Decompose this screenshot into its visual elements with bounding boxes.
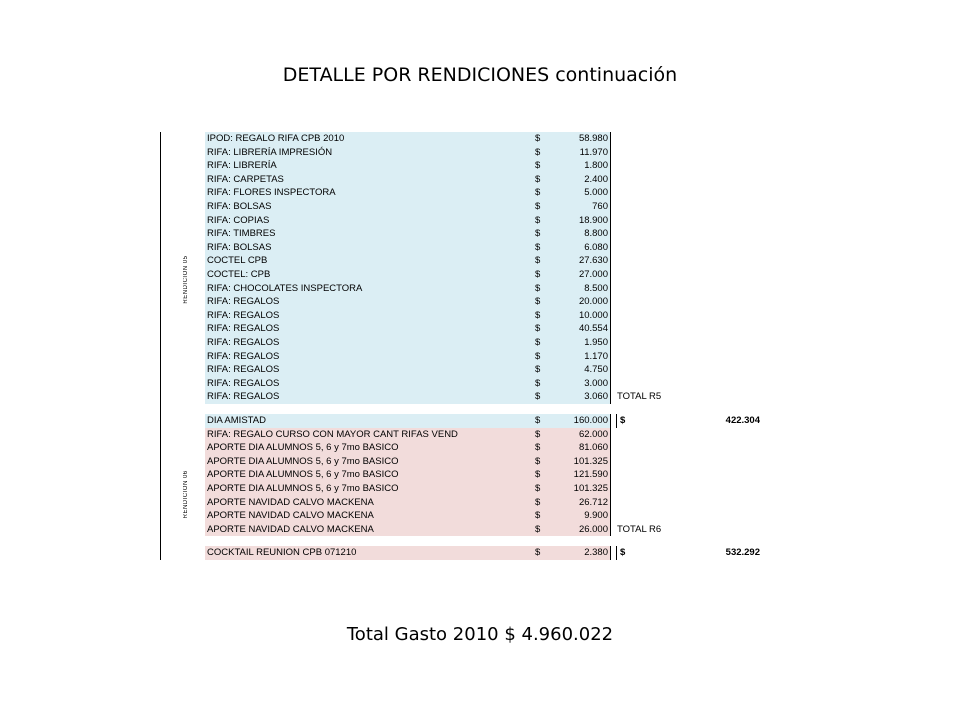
rendiciones-table (160, 132, 780, 562)
row-amount: 1.170 (584, 350, 608, 362)
column-separator (610, 173, 611, 187)
row-currency: $ (535, 201, 541, 212)
row-currency: $ (535, 391, 541, 403)
row-currency: $ (535, 469, 541, 481)
row-description: RIFA: REGALOS (207, 364, 280, 376)
table-row (205, 186, 611, 200)
column-separator (610, 254, 611, 268)
table-row (205, 441, 611, 455)
total-divider (616, 546, 617, 560)
row-description: RIFA: LIBRERÍA IMPRESIÓN (207, 146, 333, 158)
row-currency: $ (535, 523, 541, 535)
row-currency: $ (535, 510, 541, 522)
column-separator (610, 214, 611, 228)
row-description: RIFA: CHOCOLATES INSPECTORA (207, 282, 363, 294)
table-row (205, 254, 611, 268)
row-amount: 18.900 (578, 214, 608, 226)
table-row (205, 546, 611, 560)
table-row (205, 309, 611, 323)
row-amount: 760 (592, 201, 608, 212)
total-divider (616, 414, 617, 428)
row-description: DIA AMISTAD (207, 415, 266, 426)
row-amount: 4.750 (584, 364, 608, 376)
row-description: RIFA: LIBRERÍA (207, 160, 277, 172)
row-description: RIFA: REGALOS (207, 337, 280, 348)
table-row (205, 523, 611, 537)
table-row (205, 322, 611, 336)
section-total-currency: $ (620, 547, 626, 559)
row-description: RIFA: FLORES INSPECTORA (207, 187, 336, 199)
row-amount: 81.060 (578, 442, 608, 454)
row-currency: $ (535, 415, 541, 426)
row-amount: 11.970 (579, 146, 608, 158)
section-total-label: TOTAL R5 (617, 391, 662, 403)
row-amount: 20.000 (578, 296, 608, 308)
table-row (205, 282, 611, 296)
row-amount: 26.712 (578, 496, 608, 508)
column-separator (610, 523, 611, 537)
row-description: RIFA: REGALOS (207, 350, 280, 362)
row-description: APORTE NAVIDAD CALVO MACKENA (207, 523, 374, 535)
row-amount: 1.800 (584, 160, 608, 172)
row-description: RIFA: REGALOS (207, 391, 280, 403)
section-label: RENDICION 06 (183, 469, 189, 518)
row-currency: $ (535, 377, 541, 389)
column-separator (610, 186, 611, 200)
column-separator (610, 309, 611, 323)
row-description: RIFA: REGALOS (207, 323, 280, 335)
section-label: RENDICION 05 (183, 255, 189, 304)
row-amount: 26.000 (578, 523, 608, 535)
row-description: APORTE NAVIDAD CALVO MACKENA (207, 496, 374, 508)
table-row (205, 268, 611, 282)
row-currency: $ (535, 455, 541, 467)
row-description: RIFA: REGALO CURSO CON MAYOR CANT RIFAS VEND (207, 428, 458, 440)
column-separator (610, 482, 611, 496)
column-separator (610, 414, 611, 428)
table-row (205, 428, 611, 442)
table-row (205, 227, 611, 241)
row-currency: $ (535, 547, 541, 559)
row-amount: 5.000 (584, 187, 608, 199)
column-separator (610, 268, 611, 282)
row-amount: 27.630 (578, 255, 608, 267)
row-currency: $ (535, 173, 541, 185)
column-separator (610, 441, 611, 455)
row-amount: 3.060 (584, 391, 608, 403)
table-row (205, 509, 611, 523)
table-row (205, 159, 611, 173)
row-currency: $ (535, 255, 541, 267)
row-description: COCTEL: CPB (207, 269, 271, 280)
row-amount: 6.080 (584, 241, 608, 253)
row-currency: $ (535, 160, 541, 172)
section-border (160, 428, 161, 560)
table-row (205, 350, 611, 364)
column-separator (610, 146, 611, 160)
row-currency: $ (535, 187, 541, 199)
table-row (205, 214, 611, 228)
total-gasto: Total Gasto 2010 $ 4.960.022 (346, 624, 614, 645)
column-separator (610, 546, 611, 560)
table-row (205, 241, 611, 255)
table-row (205, 455, 611, 469)
row-amount: 1.950 (584, 337, 608, 348)
row-description: RIFA: REGALOS (207, 377, 280, 389)
row-currency: $ (535, 241, 541, 253)
column-separator (610, 200, 611, 214)
column-separator (610, 322, 611, 336)
table-row (205, 173, 611, 187)
row-amount: 40.554 (578, 323, 608, 335)
row-currency: $ (535, 428, 541, 440)
column-separator (610, 496, 611, 510)
row-amount: 121.590 (573, 469, 608, 481)
row-currency: $ (535, 309, 541, 321)
column-separator (610, 509, 611, 523)
row-currency: $ (535, 337, 541, 348)
table-row (205, 390, 611, 404)
row-amount: 62.000 (578, 428, 608, 440)
row-description: RIFA: CARPETAS (207, 173, 284, 185)
row-description: APORTE DIA ALUMNOS 5, 6 y 7mo BASICO (207, 442, 399, 454)
row-description: RIFA: BOLSAS (207, 201, 272, 212)
table-row (205, 482, 611, 496)
row-description: RIFA: REGALOS (207, 296, 280, 308)
row-currency: $ (535, 442, 541, 454)
column-separator (610, 159, 611, 173)
row-amount: 101.325 (573, 455, 608, 467)
column-separator (610, 468, 611, 482)
row-description: APORTE NAVIDAD CALVO MACKENA (207, 510, 374, 522)
column-separator (610, 132, 611, 146)
row-currency: $ (535, 214, 541, 226)
row-currency: $ (535, 282, 541, 294)
row-amount: 27.000 (578, 269, 608, 280)
column-separator (610, 227, 611, 241)
row-description: APORTE DIA ALUMNOS 5, 6 y 7mo BASICO (207, 455, 399, 467)
column-separator (610, 390, 611, 404)
table-row (205, 377, 611, 391)
column-separator (610, 377, 611, 391)
row-amount: 8.800 (584, 228, 608, 240)
row-amount: 2.400 (584, 173, 608, 185)
row-currency: $ (535, 323, 541, 335)
row-amount: 9.900 (584, 510, 608, 522)
column-separator (610, 241, 611, 255)
page-title: DETALLE POR RENDICIONES continuación (282, 64, 678, 86)
table-row (205, 146, 611, 160)
table-row (205, 496, 611, 510)
column-separator (610, 455, 611, 469)
row-description: IPOD: REGALO RIFA CPB 2010 (207, 133, 345, 144)
row-description: RIFA: COPIAS (207, 214, 270, 226)
row-amount: 58.980 (578, 133, 608, 144)
table-row (205, 132, 611, 146)
column-separator (610, 363, 611, 377)
section-total-label: TOTAL R6 (617, 523, 662, 535)
row-currency: $ (535, 146, 541, 158)
column-separator (610, 295, 611, 309)
row-amount: 160.000 (573, 415, 608, 426)
row-description: COCTEL CPB (207, 255, 268, 267)
row-currency: $ (535, 496, 541, 508)
table-row (205, 468, 611, 482)
column-separator (610, 336, 611, 350)
table-row (205, 295, 611, 309)
section-border (160, 132, 161, 428)
row-currency: $ (535, 364, 541, 376)
row-amount: 3.000 (584, 377, 608, 389)
row-description: RIFA: BOLSAS (207, 241, 272, 253)
column-separator (610, 350, 611, 364)
row-description: RIFA: REGALOS (207, 309, 280, 321)
row-amount: 101.325 (573, 483, 608, 494)
table-row (205, 336, 611, 350)
row-currency: $ (535, 133, 541, 144)
table-row (205, 414, 611, 428)
section-total-currency: $ (620, 415, 626, 426)
row-currency: $ (535, 483, 541, 494)
row-description: APORTE DIA ALUMNOS 5, 6 y 7mo BASICO (207, 469, 399, 481)
row-amount: 2.380 (584, 547, 608, 559)
table-row (205, 363, 611, 377)
section-total-value: 532.292 (725, 547, 760, 559)
row-currency: $ (535, 228, 541, 240)
row-description: COCKTAIL REUNION CPB 071210 (207, 547, 357, 559)
row-currency: $ (535, 269, 541, 280)
section-total-value: 422.304 (725, 415, 760, 426)
row-amount: 10.000 (578, 309, 608, 321)
column-separator (610, 428, 611, 442)
table-row (205, 200, 611, 214)
row-currency: $ (535, 296, 541, 308)
row-description: APORTE DIA ALUMNOS 5, 6 y 7mo BASICO (207, 483, 399, 494)
row-currency: $ (535, 350, 541, 362)
column-separator (610, 282, 611, 296)
row-amount: 8.500 (584, 282, 608, 294)
row-description: RIFA: TIMBRES (207, 228, 276, 240)
